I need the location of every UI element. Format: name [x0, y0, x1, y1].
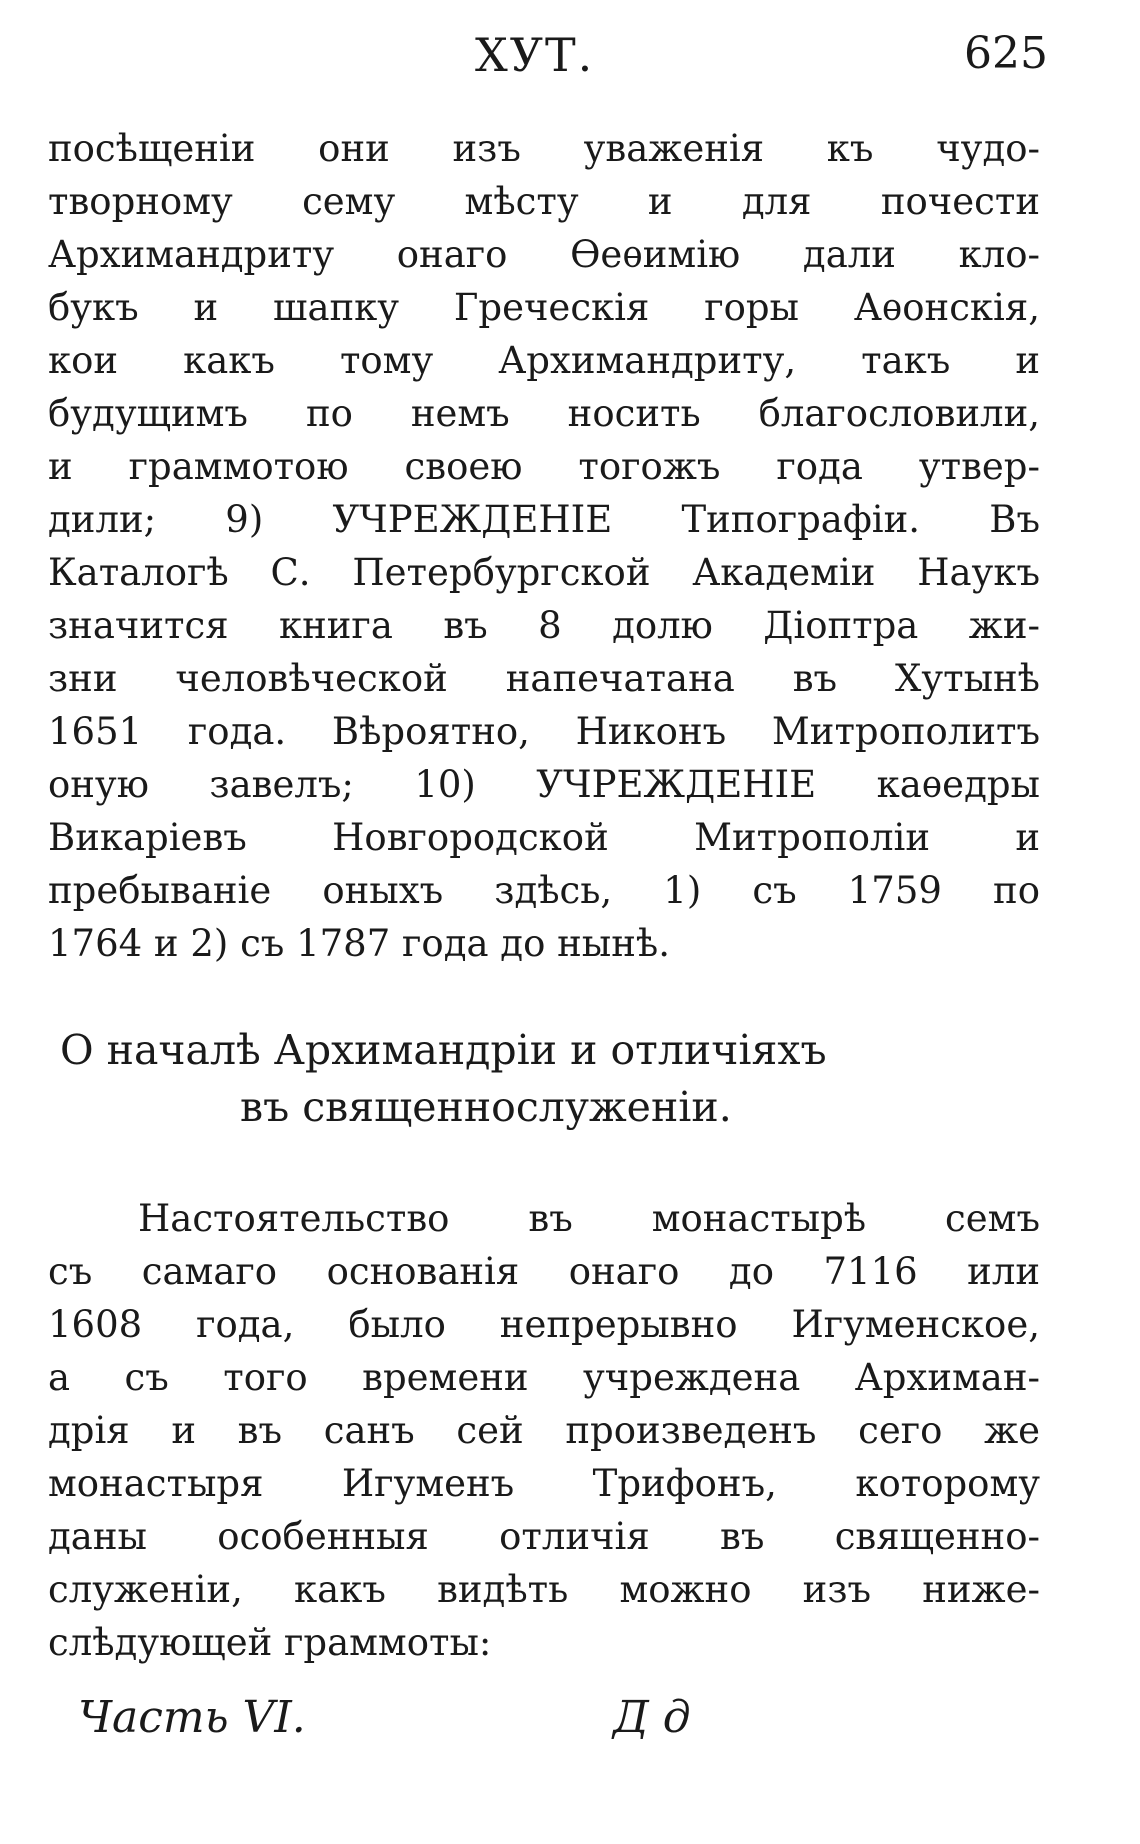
text-line: Каталогѣ С. Петербургской Академіи Наукъ	[48, 551, 1040, 594]
paragraph-1	[48, 122, 1040, 970]
text-line: Архимандриту онаго Ѳеѳимію дали кло-	[48, 233, 1040, 276]
text-line: дрія и въ санъ сей произведенъ сего же	[48, 1409, 1040, 1452]
text-line: и граммотою своею тогожъ года утвер-	[48, 445, 1040, 488]
text-line: пребываніе оныхъ здѣсь, 1) съ 1759 по	[48, 869, 1040, 912]
text-line: служеніи, какъ видѣть можно изъ ниже-	[48, 1568, 1040, 1611]
text-line: а съ того времени учреждена Архиман-	[48, 1356, 1040, 1399]
page-footer	[48, 1692, 1048, 1762]
text-line: букъ и шапку Греческія горы Аѳонскія,	[48, 286, 1040, 329]
text-line: Настоятельство въ монастырѣ семъ	[138, 1197, 1040, 1240]
text-line: посѣщеніи они изъ уваженія къ чудо-	[48, 127, 1040, 170]
running-head: ХУТ.	[475, 28, 595, 82]
text-line: 1608 года, было непрерывно Игуменское,	[48, 1303, 1040, 1346]
text-line: даны особенныя отличія въ священно-	[48, 1515, 1040, 1558]
text-line: 1764 и 2) съ 1787 года до нынѣ.	[48, 922, 670, 965]
text-line: 1651 года. Вѣроятно, Никонъ Митрополитъ	[48, 710, 1040, 753]
heading-line: О началѣ Архимандріи и отличіяхъ	[60, 1026, 827, 1074]
text-line: оную завелъ; 10) УЧРЕЖДЕНІЕ каѳедры	[48, 763, 1040, 806]
text-line: будущимъ по немъ носить благословили,	[48, 392, 1040, 435]
page-number: 625	[964, 28, 1048, 79]
paragraph-2	[48, 1192, 1040, 1669]
text-line: зни человѣческой напечатана въ Хутынѣ	[48, 657, 1040, 700]
text-line: монастыря Игуменъ Трифонъ, которому	[48, 1462, 1040, 1505]
heading-line: въ священнослуженіи.	[240, 1083, 732, 1131]
section-heading	[60, 1022, 1040, 1136]
part-label: Часть VI.	[78, 1692, 306, 1743]
text-line: слѣдующей граммоты:	[48, 1621, 492, 1664]
text-line: творному сему мѣсту и для почести	[48, 180, 1040, 223]
text-line: значится книга въ 8 долю Діоптра жи-	[48, 604, 1040, 647]
text-line: Викаріевъ Новгородской Митрополіи и	[48, 816, 1040, 859]
text-line: съ самаго основанія онаго до 7116 или	[48, 1250, 1040, 1293]
signature-mark: Д д	[613, 1692, 691, 1743]
page-header	[0, 28, 1140, 88]
text-line: дили; 9) УЧРЕЖДЕНІЕ Типографіи. Въ	[48, 498, 1040, 541]
text-line: кои какъ тому Архимандриту, такъ и	[48, 339, 1040, 382]
